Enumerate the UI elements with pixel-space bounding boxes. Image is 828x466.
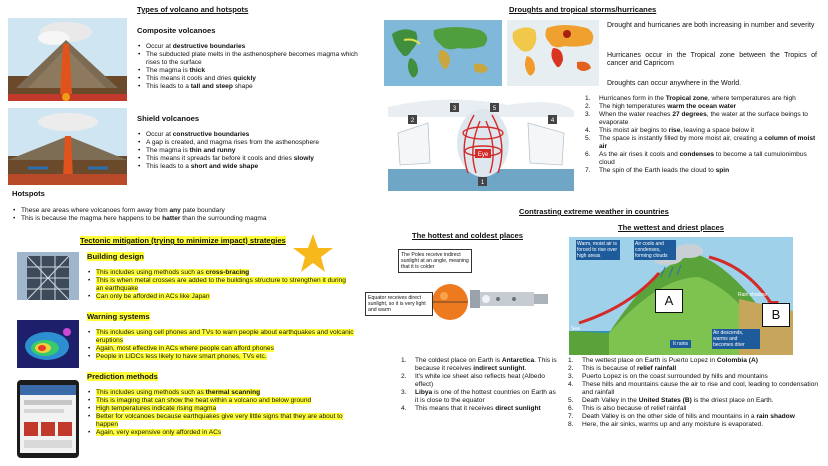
list-text: short and wide shape: [190, 163, 259, 170]
list-text: This is imaging that can show the heat within a volcano and below ground: [96, 397, 312, 404]
list-text: The magma is: [146, 67, 190, 74]
building-image: [17, 252, 79, 300]
list-text: Tropical zone: [665, 95, 708, 102]
list-text: The spin of the Earth leads the cloud to: [599, 167, 716, 174]
list-item: [87, 269, 355, 277]
list-item: [12, 215, 352, 223]
types-volcano-title: Types of volcano and hotspots: [137, 5, 249, 14]
list-text: This is because the magma here happens to be: [21, 215, 163, 222]
list-item: [87, 277, 355, 293]
list-item: [137, 131, 362, 139]
list-item: [566, 381, 822, 397]
list-text: This leads to a: [146, 83, 191, 90]
list-text: column of moist air: [599, 135, 816, 150]
list-text: Here, the air sinks, warms up and any moisture is evaporated.: [582, 421, 764, 428]
equator-box: Equator receives direct sunlight, so it is very light and warm: [365, 292, 433, 316]
list-item: [399, 389, 559, 405]
list-text: , leaving a space below it: [680, 127, 755, 134]
list-item: [566, 405, 822, 413]
list-item: [583, 151, 821, 167]
list-text: Can only be afforded in ACs like Japan: [96, 293, 210, 300]
list-text: The magma is: [146, 147, 190, 154]
list-text: any: [169, 207, 181, 214]
list-item: [137, 67, 362, 75]
list-text: to become a tall cumulonimbus cloud: [599, 151, 807, 166]
moist-air-label: Warm, moist air is forced to rise over high areas: [576, 240, 620, 260]
list-item: [87, 345, 355, 353]
list-text: is one of the hottest countries on Earth as it is close to the equator: [415, 389, 556, 404]
prediction-heading: Prediction methods: [87, 372, 158, 381]
list-item: [583, 127, 821, 135]
list-text: People in LIDCs less likely to have smart phones, TVs etc.: [96, 353, 267, 360]
list-text: hatter: [162, 215, 181, 222]
list-text: These hills and mountains cause the air to rise and cool, leading to condensation and rainfall: [582, 381, 819, 396]
list-text: This moist air begins to: [599, 127, 669, 134]
drought-text-3: Droughts can occur anywhere in the World.: [607, 80, 742, 87]
list-item: [399, 357, 559, 373]
list-text: A gap is created, and magma rises from the asthenosphere: [146, 139, 319, 146]
list-item: [583, 111, 821, 127]
list-text: It's white ice sheet also reflects heat (Albedo effect): [415, 373, 545, 388]
list-text: This includes using methods such as: [96, 389, 206, 396]
shield-heading: Shield volcanoes: [137, 114, 200, 123]
list-item: [87, 353, 355, 361]
list-text: condenses: [679, 151, 715, 158]
list-item: [137, 43, 362, 51]
list-text: This includes using methods such as: [96, 269, 206, 276]
shield-volcano-image: [8, 108, 127, 185]
diagram-label-3: 3: [452, 106, 457, 112]
rain-shadow-label: Rain shadow: [738, 292, 767, 298]
list-text: , where temperatures are high: [707, 95, 796, 102]
hot-cold-title: The hottest and coldest places: [412, 231, 523, 240]
list-text: Libya: [415, 389, 433, 396]
world-map-drought: [507, 20, 599, 86]
list-item: [566, 365, 822, 373]
list-item: [566, 397, 822, 405]
list-text: thick: [189, 67, 205, 74]
list-text: High temperatures indicate rising magma: [96, 405, 217, 412]
list-text: This is because of: [582, 365, 637, 372]
list-text: Occur at: [146, 43, 173, 50]
pole-box: The Poles receive indirect sunlight at an angle, meaning that it is colder: [398, 249, 472, 273]
list-text: The space is instantly filled by more moist air, creating a: [599, 135, 765, 142]
list-item: [399, 373, 559, 389]
list-text: rain shadow: [756, 413, 795, 420]
list-text: This leads to a: [146, 163, 191, 170]
list-item: [583, 167, 821, 175]
composite-volcano-image: [8, 18, 127, 101]
it-rains-label: It rains: [670, 340, 691, 348]
phone-alert-image: [17, 380, 79, 458]
list-item: [87, 429, 355, 437]
label-b: B: [762, 303, 790, 327]
list-item: [137, 51, 362, 67]
list-text: The coldest place on Earth is: [415, 357, 502, 364]
hurricane-steps: [583, 95, 821, 175]
list-text: slowly: [293, 155, 314, 162]
wet-dry-title: The wettest and driest places: [618, 223, 724, 232]
list-item: [583, 135, 821, 151]
list-item: [583, 103, 821, 111]
list-text: spin: [715, 167, 730, 174]
list-text: constructive boundaries: [172, 131, 250, 138]
list-text: Death Valley in the: [582, 397, 639, 404]
diagram-label-4: 4: [550, 118, 555, 124]
list-text: This means that it receives: [415, 405, 496, 412]
list-text: cross-bracing: [205, 269, 250, 276]
tectonic-title: Tectonic mitigation (trying to minimize impact) strategies: [80, 236, 286, 245]
list-item: [566, 421, 822, 429]
heatmap-image: [17, 320, 79, 368]
list-text: thermal scanning: [205, 389, 261, 396]
list-text: This means it spreads far before it cools and dries: [146, 155, 294, 162]
list-text: direct sunlight: [495, 405, 541, 412]
list-text: Colombia (A): [716, 357, 758, 364]
hotspots-list: [12, 207, 352, 223]
list-text: relief rainfall: [636, 365, 677, 372]
cool-air-label: Air cools and condenses, forming clouds: [634, 240, 676, 260]
list-text: shape: [232, 83, 253, 90]
list-text: quickly: [233, 75, 256, 82]
list-item: [87, 397, 355, 405]
list-item: [137, 139, 362, 147]
hurricane-diagram: [388, 93, 574, 191]
list-text: , the water at the surface beings to evaporate: [599, 111, 808, 126]
list-text: Puerto Lopez is on the coast surrounded by hills and mountains: [582, 373, 768, 380]
list-text: The high temperatures: [599, 103, 668, 110]
list-text: Antarctica: [501, 357, 535, 364]
hotspots-heading: Hotspots: [12, 189, 45, 198]
list-item: [399, 405, 559, 413]
list-item: [137, 147, 362, 155]
list-text: As the air rises it cools and: [599, 151, 680, 158]
list-item: [566, 373, 822, 381]
eye-label: Eye: [477, 152, 489, 158]
prediction-list: [87, 389, 355, 437]
list-text: destructive boundaries: [172, 43, 246, 50]
list-item: [87, 413, 355, 429]
list-item: [87, 293, 355, 301]
list-text: This includes using cell phones and TVs to warn people about earthquakes and volcanic eruptions: [96, 329, 354, 344]
composite-heading: Composite volcanoes: [137, 26, 216, 35]
world-map-hurricanes: [384, 20, 502, 86]
list-text: warm the ocean water: [667, 103, 737, 110]
list-text: pate boundary: [180, 207, 225, 214]
label-a: A: [655, 289, 683, 313]
building-list: [87, 269, 355, 301]
list-text: When the water reaches: [599, 111, 673, 118]
list-item: [87, 389, 355, 397]
descends-label: Air descends, warms and becomes drier: [712, 329, 760, 349]
warning-heading: Warning systems: [87, 312, 150, 321]
composite-list: [137, 43, 362, 91]
list-text: thin and runny: [189, 147, 236, 154]
list-text: This is when metal crosses are added to the buildings structure to strengthen it during an earthquake: [96, 277, 346, 292]
list-item: [137, 75, 362, 83]
list-text: Death Valley is on the other side of hills and mountains in a: [582, 413, 757, 420]
list-text: than the surrounding magma: [180, 215, 267, 222]
drought-text-2: Hurricanes occur in the Tropical zone between the Tropics of cancer and Capricorn: [607, 52, 817, 68]
contrast-title: Contrasting extreme weather in countries: [519, 207, 669, 216]
wet-dry-list: [566, 357, 822, 429]
list-text: tall and steep: [190, 83, 233, 90]
drought-text-1: Drought and hurricanes are both increasing in number and severity: [607, 22, 815, 29]
list-text: .: [524, 365, 527, 372]
list-text: These are areas where volcanoes form away from: [21, 207, 170, 214]
warning-list: [87, 329, 355, 361]
list-item: [87, 405, 355, 413]
list-item: [566, 413, 822, 421]
list-item: [583, 95, 821, 103]
list-text: is the driest place on Earth.: [691, 397, 774, 404]
drought-title: Droughts and tropical storms/hurricanes: [509, 5, 657, 14]
list-text: The subducted plate melts in the asthenosphere becomes magma which rises to the surface: [146, 51, 358, 66]
list-text: The wettest place on Earth is Puerto Lopez in: [582, 357, 717, 364]
diagram-label-2: 2: [410, 118, 415, 124]
list-text: United States (B): [638, 397, 692, 404]
diagram-label-5: 5: [492, 106, 497, 112]
list-text: This means it cools and dries: [146, 75, 234, 82]
list-text: Occur at: [146, 131, 173, 138]
list-text: . This is because it receives: [415, 357, 557, 372]
list-item: [137, 83, 362, 91]
list-item: [137, 155, 362, 163]
list-item: [137, 163, 362, 171]
list-item: [566, 357, 822, 365]
shield-list: [137, 131, 362, 171]
building-heading: Building design: [87, 252, 144, 261]
list-item: [87, 329, 355, 345]
hot-cold-list: [399, 357, 559, 413]
list-text: Hurricanes form in the: [599, 95, 666, 102]
list-text: Again, most effective in ACs where people can afford phones: [96, 345, 274, 352]
list-text: Again, very expensive only afforded in ACs: [96, 429, 222, 436]
diagram-label-1: 1: [480, 180, 485, 186]
list-text: Better for volcanoes because earthquakes give very little signs that they are about to happen: [96, 413, 343, 428]
list-text: 27 degrees: [672, 111, 707, 118]
sea-label: Sea: [571, 326, 580, 332]
list-text: rise: [668, 127, 681, 134]
list-item: [12, 207, 352, 215]
list-text: This is also because of relief rainfall: [582, 405, 687, 412]
list-text: indirect sunlight: [473, 365, 525, 372]
